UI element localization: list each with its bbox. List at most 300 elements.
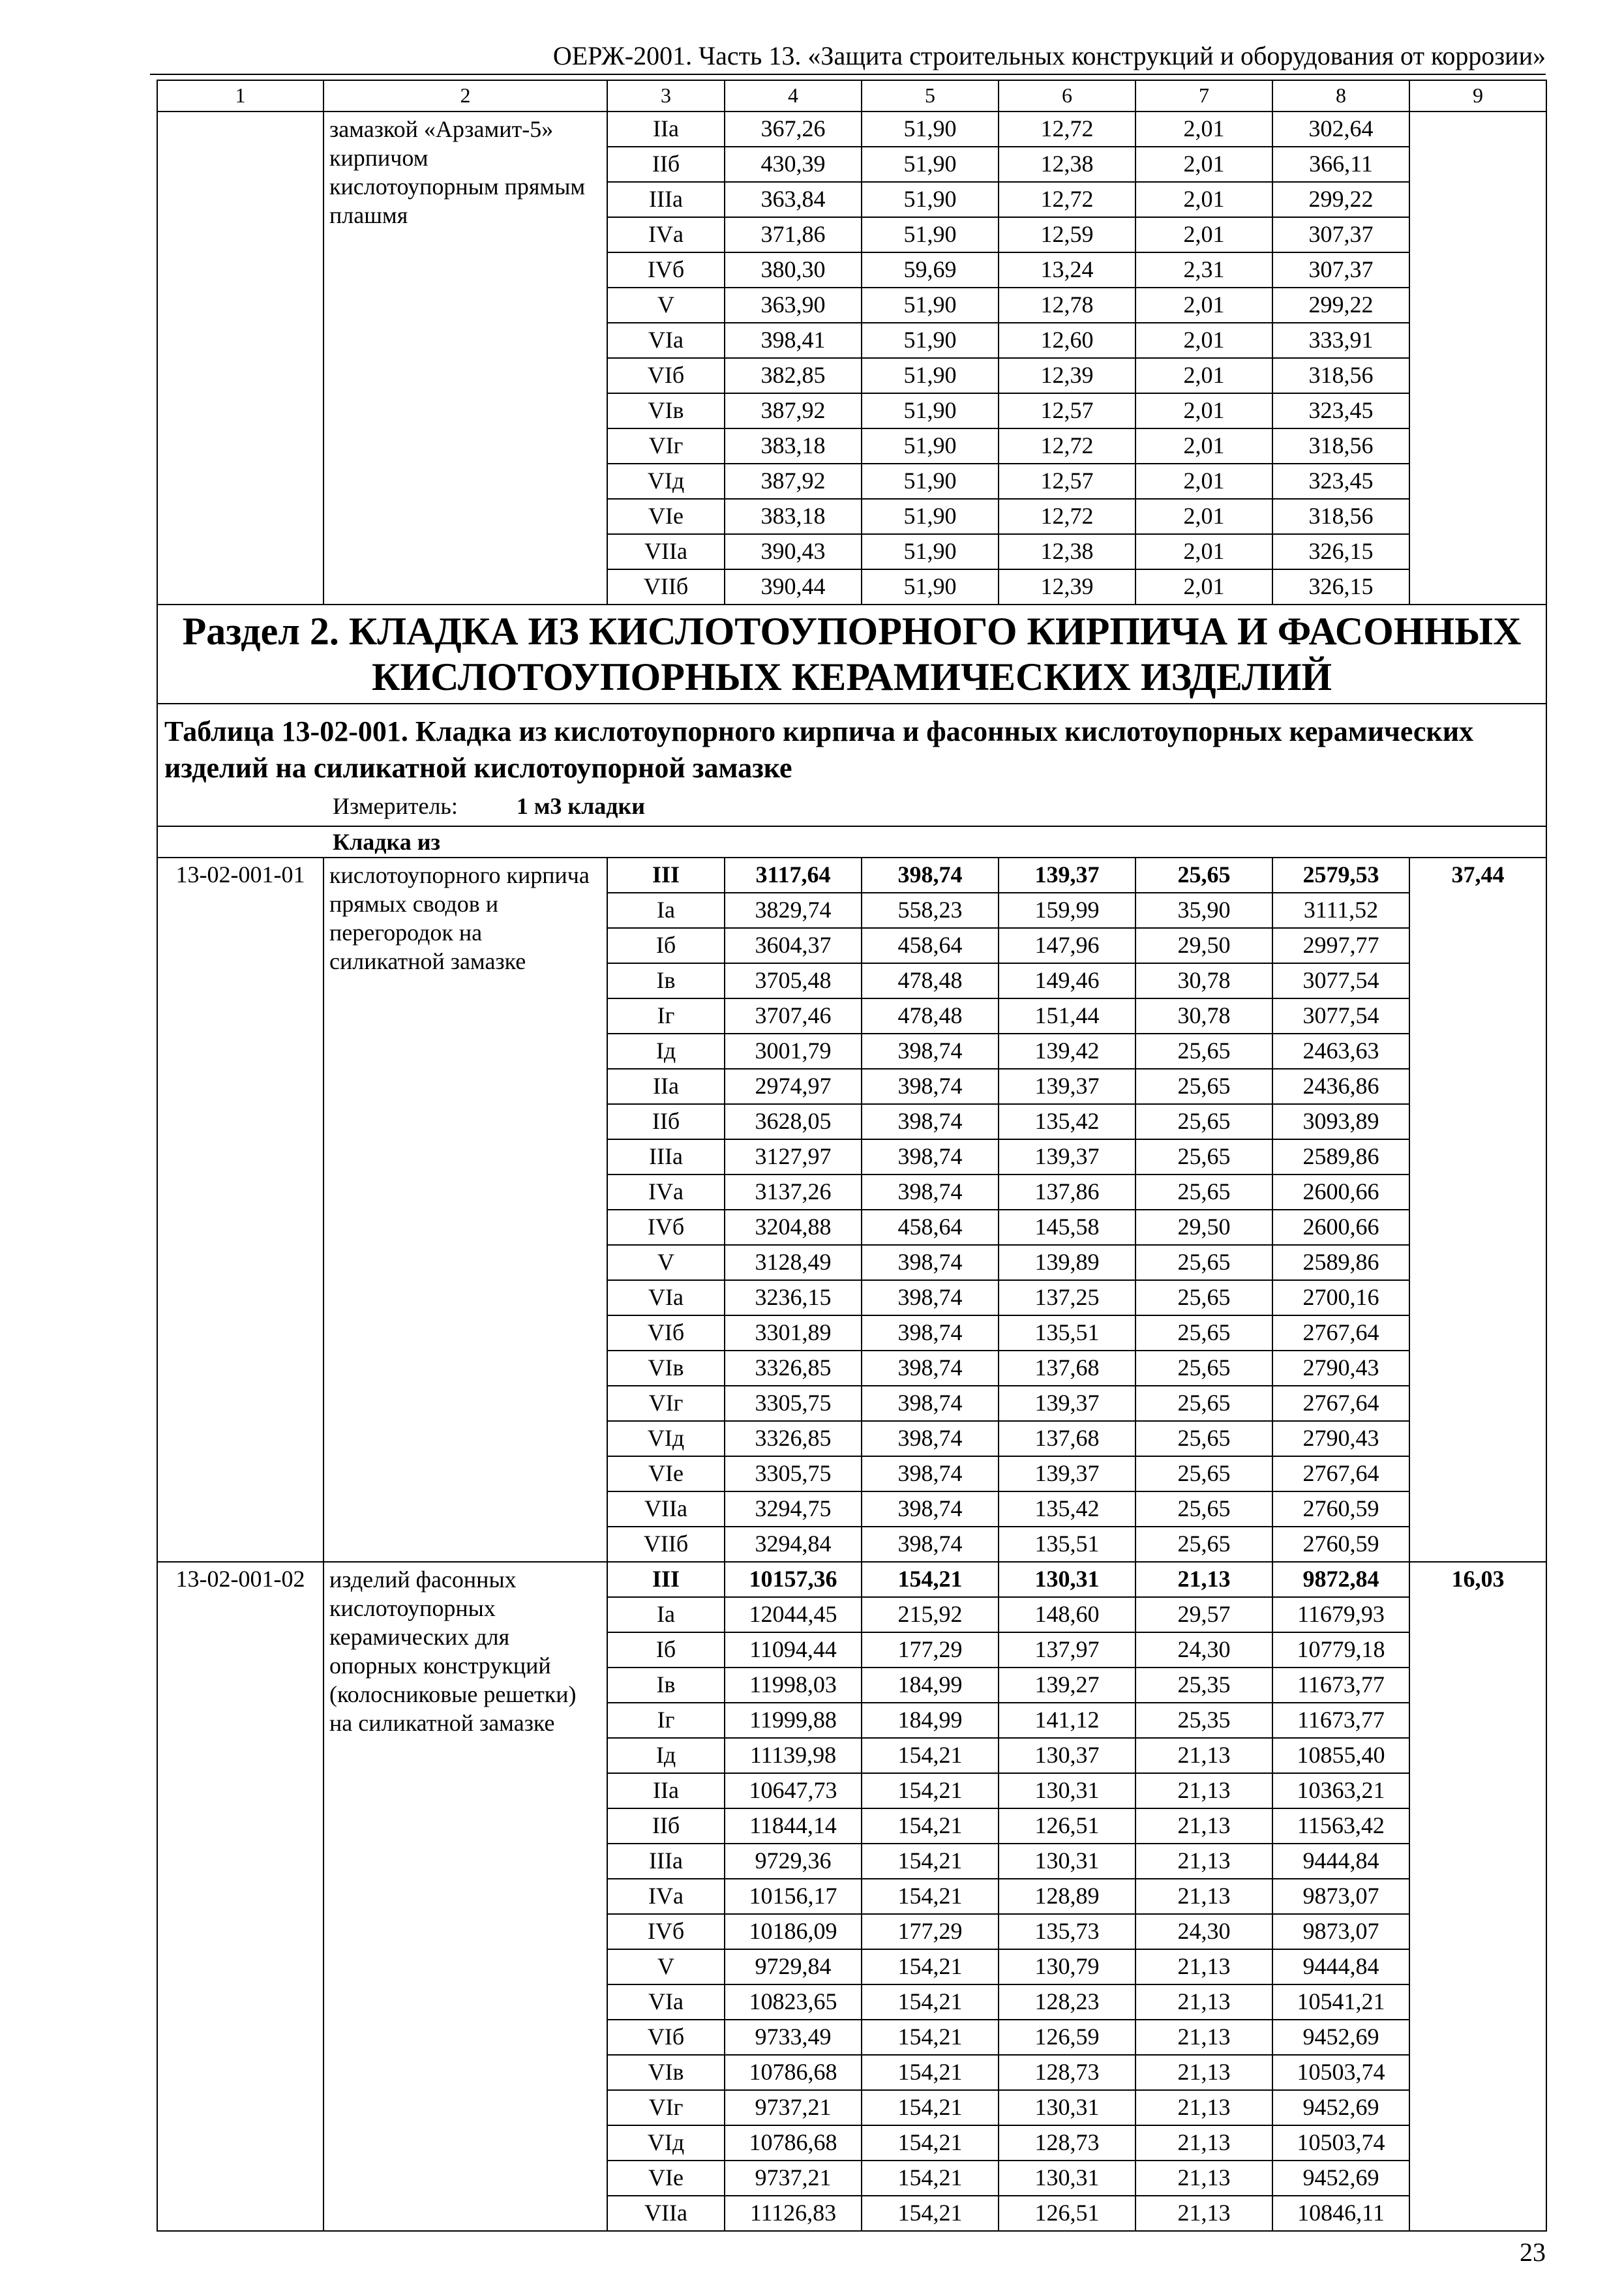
column-number-row — [157, 80, 1546, 112]
value-cell: 2,01 — [1135, 112, 1272, 147]
labor-cost — [1409, 112, 1546, 605]
value-cell: 21,13 — [1135, 1949, 1272, 1984]
value-cell: 3301,89 — [725, 1315, 862, 1351]
value-cell: 154,21 — [862, 2196, 999, 2231]
value-cell: 11673,77 — [1272, 1703, 1409, 1738]
zone-mark: IIIа — [607, 1139, 725, 1174]
value-cell: 10156,17 — [725, 1879, 862, 1914]
value-cell: 3305,75 — [725, 1456, 862, 1491]
value-cell: 3305,75 — [725, 1386, 862, 1421]
zone-mark: IIб — [607, 147, 725, 182]
value-cell: 2436,86 — [1272, 1069, 1409, 1104]
value-cell: 12,38 — [999, 534, 1135, 569]
zone-mark: V — [607, 1245, 725, 1280]
value-cell: 126,51 — [999, 2196, 1135, 2231]
value-cell: 3204,88 — [725, 1210, 862, 1245]
zone-mark: IVа — [607, 217, 725, 252]
value-cell: 390,44 — [725, 569, 862, 605]
value-cell: 21,13 — [1135, 2196, 1272, 2231]
value-cell: 12,72 — [999, 499, 1135, 534]
value-cell: 9873,07 — [1272, 1879, 1409, 1914]
value-cell: 130,31 — [999, 1562, 1135, 1597]
value-cell: 2767,64 — [1272, 1315, 1409, 1351]
value-cell: 3127,97 — [725, 1139, 862, 1174]
value-cell: 371,86 — [725, 217, 862, 252]
section-title: Раздел 2. КЛАДКА ИЗ КИСЛОТОУПОРНОГО КИРПИЧА И ФАСОННЫХ КИСЛОТОУПОРНЫХ КЕРАМИЧЕСКИХ ИЗДЕЛИЙ — [157, 605, 1546, 704]
value-cell: 10186,09 — [725, 1914, 862, 1949]
value-cell: 12,72 — [999, 182, 1135, 217]
rate-code: 13-02-001-01 — [157, 858, 323, 1562]
value-cell: 9737,21 — [725, 2090, 862, 2125]
rates-table — [157, 80, 1547, 2232]
value-cell: 137,25 — [999, 1280, 1135, 1315]
value-cell: 25,65 — [1135, 1456, 1272, 1491]
value-cell: 10855,40 — [1272, 1738, 1409, 1773]
value-cell: 139,37 — [999, 1069, 1135, 1104]
column-number: 8 — [1272, 80, 1409, 112]
value-cell: 12,78 — [999, 288, 1135, 323]
value-cell: 21,13 — [1135, 1984, 1272, 2020]
value-cell: 128,73 — [999, 2055, 1135, 2090]
value-cell: 154,21 — [862, 1773, 999, 1808]
value-cell: 2463,63 — [1272, 1034, 1409, 1069]
column-number: 9 — [1409, 80, 1546, 112]
value-cell: 2600,66 — [1272, 1174, 1409, 1210]
zone-mark: Iб — [607, 1632, 725, 1668]
zone-mark: Iб — [607, 928, 725, 963]
value-cell: 51,90 — [862, 147, 999, 182]
value-cell: 12,72 — [999, 112, 1135, 147]
value-cell: 380,30 — [725, 252, 862, 288]
value-cell: 51,90 — [862, 393, 999, 428]
value-cell: 51,90 — [862, 358, 999, 393]
zone-mark: Iд — [607, 1034, 725, 1069]
value-cell: 25,65 — [1135, 1421, 1272, 1456]
value-cell: 3829,74 — [725, 893, 862, 928]
value-cell: 2760,59 — [1272, 1491, 1409, 1527]
zone-mark: VIIа — [607, 534, 725, 569]
value-cell: 363,84 — [725, 182, 862, 217]
value-cell: 139,42 — [999, 1034, 1135, 1069]
value-cell: 215,92 — [862, 1597, 999, 1632]
zone-mark: IVа — [607, 1174, 725, 1210]
value-cell: 25,65 — [1135, 1527, 1272, 1562]
value-cell: 30,78 — [1135, 998, 1272, 1034]
value-cell: 25,65 — [1135, 1315, 1272, 1351]
zone-mark: VIв — [607, 393, 725, 428]
value-cell: 318,56 — [1272, 428, 1409, 464]
value-cell: 2,01 — [1135, 464, 1272, 499]
zone-mark: IIIа — [607, 1844, 725, 1879]
value-cell: 2,01 — [1135, 428, 1272, 464]
value-cell: 9452,69 — [1272, 2090, 1409, 2125]
value-cell: 13,24 — [999, 252, 1135, 288]
value-cell: 11126,83 — [725, 2196, 862, 2231]
section-heading-body — [157, 605, 1546, 858]
value-cell: 128,23 — [999, 1984, 1135, 2020]
zone-mark: IIIа — [607, 182, 725, 217]
value-cell: 478,48 — [862, 998, 999, 1034]
value-cell: 51,90 — [862, 217, 999, 252]
zone-mark: VIа — [607, 1984, 725, 2020]
zone-mark: VIг — [607, 428, 725, 464]
rate-code — [157, 112, 323, 605]
value-cell: 2767,64 — [1272, 1456, 1409, 1491]
value-cell: 21,13 — [1135, 2020, 1272, 2055]
value-cell: 398,74 — [862, 1315, 999, 1351]
value-cell: 2760,59 — [1272, 1527, 1409, 1562]
value-cell: 10363,21 — [1272, 1773, 1409, 1808]
value-cell: 12,39 — [999, 569, 1135, 605]
value-cell: 135,51 — [999, 1315, 1135, 1351]
value-cell: 12,60 — [999, 323, 1135, 358]
zone-mark: VIб — [607, 358, 725, 393]
value-cell: 21,13 — [1135, 2055, 1272, 2090]
value-cell: 2,01 — [1135, 147, 1272, 182]
value-cell: 154,21 — [862, 2125, 999, 2161]
value-cell: 2,01 — [1135, 534, 1272, 569]
value-cell: 147,96 — [999, 928, 1135, 963]
value-cell: 148,60 — [999, 1597, 1135, 1632]
value-cell: 3326,85 — [725, 1421, 862, 1456]
value-cell: 2589,86 — [1272, 1245, 1409, 1280]
value-cell: 25,65 — [1135, 1280, 1272, 1315]
zone-mark: VIв — [607, 2055, 725, 2090]
value-cell: 10786,68 — [725, 2125, 862, 2161]
value-cell: 2974,97 — [725, 1069, 862, 1104]
zone-mark: VIа — [607, 1280, 725, 1315]
value-cell: 135,42 — [999, 1104, 1135, 1139]
table-title: Таблица 13-02-001. Кладка из кислотоупорного кирпича и фасонных кислотоупорных керамических изделий на силикатной кислотоупорной замазке — [164, 715, 1474, 784]
column-number: 2 — [323, 80, 607, 112]
value-cell: 2600,66 — [1272, 1210, 1409, 1245]
value-cell: 3294,75 — [725, 1491, 862, 1527]
unit-value: 1 м3 кладки — [516, 793, 645, 819]
column-number: 7 — [1135, 80, 1272, 112]
zone-mark: VIд — [607, 464, 725, 499]
value-cell: 398,74 — [862, 1386, 999, 1421]
value-cell: 2,01 — [1135, 323, 1272, 358]
value-cell: 323,45 — [1272, 464, 1409, 499]
value-cell: 9872,84 — [1272, 1562, 1409, 1597]
table-body-02 — [157, 1562, 1546, 2231]
value-cell: 35,90 — [1135, 893, 1272, 928]
value-cell: 11999,88 — [725, 1703, 862, 1738]
value-cell: 11679,93 — [1272, 1597, 1409, 1632]
value-cell: 3604,37 — [725, 928, 862, 963]
value-cell: 11139,98 — [725, 1738, 862, 1773]
zone-mark: IVб — [607, 1914, 725, 1949]
value-cell: 51,90 — [862, 182, 999, 217]
value-cell: 2,01 — [1135, 358, 1272, 393]
value-cell: 307,37 — [1272, 217, 1409, 252]
value-cell: 2,01 — [1135, 288, 1272, 323]
zone-mark: IIб — [607, 1808, 725, 1844]
rate-name: изделий фасонных кислотоупорных керамических для опорных конструкций (колосниковые решетки) на силикатной замазке — [323, 1562, 607, 2231]
zone-mark: VIг — [607, 2090, 725, 2125]
zone-mark: IVб — [607, 1210, 725, 1245]
value-cell: 9733,49 — [725, 2020, 862, 2055]
value-cell: 307,37 — [1272, 252, 1409, 288]
value-cell: 9444,84 — [1272, 1949, 1409, 1984]
value-cell: 382,85 — [725, 358, 862, 393]
value-cell: 154,21 — [862, 2161, 999, 2196]
value-cell: 154,21 — [862, 1879, 999, 1914]
zone-mark: IVа — [607, 1879, 725, 1914]
zone-mark: Iа — [607, 1597, 725, 1632]
zone-mark: V — [607, 288, 725, 323]
value-cell: 3117,64 — [725, 858, 862, 893]
value-cell: 51,90 — [862, 323, 999, 358]
value-cell: 25,35 — [1135, 1703, 1272, 1738]
value-cell: 3077,54 — [1272, 963, 1409, 998]
value-cell: 126,51 — [999, 1808, 1135, 1844]
value-cell: 51,90 — [862, 499, 999, 534]
zone-mark: III — [607, 858, 725, 893]
value-cell: 10503,74 — [1272, 2125, 1409, 2161]
value-cell: 9452,69 — [1272, 2161, 1409, 2196]
zone-mark: VIд — [607, 2125, 725, 2161]
value-cell: 2,01 — [1135, 217, 1272, 252]
zone-mark: IIб — [607, 1104, 725, 1139]
value-cell: 10823,65 — [725, 1984, 862, 2020]
value-cell: 51,90 — [862, 569, 999, 605]
zone-mark: VIд — [607, 1421, 725, 1456]
group-label-row — [157, 826, 1546, 858]
value-cell: 318,56 — [1272, 499, 1409, 534]
value-cell: 21,13 — [1135, 1738, 1272, 1773]
value-cell: 12,72 — [999, 428, 1135, 464]
value-cell: 21,13 — [1135, 1773, 1272, 1808]
value-cell: 21,13 — [1135, 2125, 1272, 2161]
value-cell: 21,13 — [1135, 1808, 1272, 1844]
value-cell: 137,68 — [999, 1351, 1135, 1386]
value-cell: 363,90 — [725, 288, 862, 323]
value-cell: 177,29 — [862, 1632, 999, 1668]
zone-mark: Iа — [607, 893, 725, 928]
value-cell: 3128,49 — [725, 1245, 862, 1280]
value-cell: 135,51 — [999, 1527, 1135, 1562]
value-cell: 21,13 — [1135, 2090, 1272, 2125]
value-cell: 151,44 — [999, 998, 1135, 1034]
section-heading-row — [157, 605, 1546, 704]
value-cell: 11844,14 — [725, 1808, 862, 1844]
table-body-01 — [157, 858, 1546, 1562]
value-cell: 2,31 — [1135, 252, 1272, 288]
value-cell: 51,90 — [862, 464, 999, 499]
zone-mark: IVб — [607, 252, 725, 288]
value-cell: 137,97 — [999, 1632, 1135, 1668]
value-cell: 25,65 — [1135, 1174, 1272, 1210]
value-cell: 2,01 — [1135, 393, 1272, 428]
value-cell: 10786,68 — [725, 2055, 862, 2090]
value-cell: 130,79 — [999, 1949, 1135, 1984]
value-cell: 21,13 — [1135, 1562, 1272, 1597]
value-cell: 145,58 — [999, 1210, 1135, 1245]
value-cell: 398,74 — [862, 1104, 999, 1139]
zone-mark: VIг — [607, 1386, 725, 1421]
value-cell: 430,39 — [725, 147, 862, 182]
value-cell: 12,39 — [999, 358, 1135, 393]
value-cell: 139,37 — [999, 1456, 1135, 1491]
value-cell: 2589,86 — [1272, 1139, 1409, 1174]
value-cell: 302,64 — [1272, 112, 1409, 147]
value-cell: 126,59 — [999, 2020, 1135, 2055]
value-cell: 29,57 — [1135, 1597, 1272, 1632]
value-cell: 139,37 — [999, 1386, 1135, 1421]
value-cell: 51,90 — [862, 428, 999, 464]
page-number: 23 — [1520, 2237, 1546, 2267]
value-cell: 154,21 — [862, 1844, 999, 1879]
value-cell: 398,74 — [862, 1245, 999, 1280]
value-cell: 29,50 — [1135, 928, 1272, 963]
value-cell: 154,21 — [862, 1984, 999, 2020]
value-cell: 184,99 — [862, 1668, 999, 1703]
value-cell: 398,74 — [862, 858, 999, 893]
value-cell: 458,64 — [862, 928, 999, 963]
value-cell: 2790,43 — [1272, 1421, 1409, 1456]
value-cell: 130,31 — [999, 2161, 1135, 2196]
value-cell: 367,26 — [725, 112, 862, 147]
rate-name: кислотоупорного кирпича прямых сводов и перегородок на силикатной замазке — [323, 858, 607, 1562]
value-cell: 326,15 — [1272, 569, 1409, 605]
value-cell: 51,90 — [862, 112, 999, 147]
zone-mark: VIе — [607, 499, 725, 534]
value-cell: 387,92 — [725, 464, 862, 499]
value-cell: 3001,79 — [725, 1034, 862, 1069]
zone-mark: Iг — [607, 998, 725, 1034]
value-cell: 478,48 — [862, 963, 999, 998]
value-cell: 9873,07 — [1272, 1914, 1409, 1949]
value-cell: 398,74 — [862, 1456, 999, 1491]
value-cell: 9729,84 — [725, 1949, 862, 1984]
table-title-cell — [157, 704, 1546, 826]
zone-mark: Iв — [607, 1668, 725, 1703]
value-cell: 130,31 — [999, 2090, 1135, 2125]
zone-mark: VIIа — [607, 1491, 725, 1527]
value-cell: 10846,11 — [1272, 2196, 1409, 2231]
value-cell: 51,90 — [862, 534, 999, 569]
value-cell: 3093,89 — [1272, 1104, 1409, 1139]
value-cell: 12,57 — [999, 464, 1135, 499]
zone-mark: VIIб — [607, 569, 725, 605]
table-row — [157, 112, 1546, 147]
value-cell: 9452,69 — [1272, 2020, 1409, 2055]
value-cell: 154,21 — [862, 2090, 999, 2125]
value-cell: 2790,43 — [1272, 1351, 1409, 1386]
value-cell: 3707,46 — [725, 998, 862, 1034]
column-number: 1 — [157, 80, 323, 112]
value-cell: 141,12 — [999, 1703, 1135, 1738]
zone-mark: V — [607, 1949, 725, 1984]
zone-mark: VIе — [607, 2161, 725, 2196]
value-cell: 398,74 — [862, 1527, 999, 1562]
value-cell: 9444,84 — [1272, 1844, 1409, 1879]
value-cell: 135,73 — [999, 1914, 1135, 1949]
value-cell: 398,41 — [725, 323, 862, 358]
value-cell: 154,21 — [862, 1562, 999, 1597]
value-cell: 3077,54 — [1272, 998, 1409, 1034]
value-cell: 25,65 — [1135, 1386, 1272, 1421]
value-cell: 9729,36 — [725, 1844, 862, 1879]
value-cell: 21,13 — [1135, 2161, 1272, 2196]
zone-mark: III — [607, 1562, 725, 1597]
value-cell: 558,23 — [862, 893, 999, 928]
value-cell: 24,30 — [1135, 1914, 1272, 1949]
value-cell: 458,64 — [862, 1210, 999, 1245]
value-cell: 177,29 — [862, 1914, 999, 1949]
value-cell: 2,01 — [1135, 499, 1272, 534]
value-cell: 299,22 — [1272, 182, 1409, 217]
value-cell: 29,50 — [1135, 1210, 1272, 1245]
value-cell: 12,57 — [999, 393, 1135, 428]
value-cell: 10503,74 — [1272, 2055, 1409, 2090]
value-cell: 21,13 — [1135, 1844, 1272, 1879]
zone-mark: VIв — [607, 1351, 725, 1386]
value-cell: 390,43 — [725, 534, 862, 569]
zone-mark: IIа — [607, 112, 725, 147]
value-cell: 51,90 — [862, 288, 999, 323]
value-cell: 2579,53 — [1272, 858, 1409, 893]
value-cell: 10157,36 — [725, 1562, 862, 1597]
value-cell: 11673,77 — [1272, 1668, 1409, 1703]
value-cell: 2767,64 — [1272, 1386, 1409, 1421]
value-cell: 25,65 — [1135, 1491, 1272, 1527]
zone-mark: IIа — [607, 1069, 725, 1104]
zone-mark: VIIа — [607, 2196, 725, 2231]
zone-mark: VIб — [607, 2020, 725, 2055]
value-cell: 11094,44 — [725, 1632, 862, 1668]
group-label: Кладка из — [157, 826, 1546, 858]
value-cell: 326,15 — [1272, 534, 1409, 569]
value-cell: 25,65 — [1135, 1245, 1272, 1280]
value-cell: 137,68 — [999, 1421, 1135, 1456]
value-cell: 366,11 — [1272, 147, 1409, 182]
table-row — [157, 858, 1546, 893]
rate-code: 13-02-001-02 — [157, 1562, 323, 2231]
value-cell: 30,78 — [1135, 963, 1272, 998]
value-cell: 10647,73 — [725, 1773, 862, 1808]
value-cell: 398,74 — [862, 1069, 999, 1104]
value-cell: 128,73 — [999, 2125, 1135, 2161]
header-rule — [150, 74, 1546, 75]
zone-mark: Iв — [607, 963, 725, 998]
value-cell: 10541,21 — [1272, 1984, 1409, 2020]
value-cell: 398,74 — [862, 1139, 999, 1174]
zone-mark: VIа — [607, 323, 725, 358]
value-cell: 387,92 — [725, 393, 862, 428]
value-cell: 3628,05 — [725, 1104, 862, 1139]
value-cell: 383,18 — [725, 428, 862, 464]
table-title-row — [157, 704, 1546, 826]
column-number: 5 — [862, 80, 999, 112]
value-cell: 25,65 — [1135, 1034, 1272, 1069]
value-cell: 184,99 — [862, 1703, 999, 1738]
value-cell: 139,37 — [999, 858, 1135, 893]
value-cell: 318,56 — [1272, 358, 1409, 393]
value-cell: 2700,16 — [1272, 1280, 1409, 1315]
zone-mark: Iг — [607, 1703, 725, 1738]
value-cell: 383,18 — [725, 499, 862, 534]
value-cell: 333,91 — [1272, 323, 1409, 358]
value-cell: 3705,48 — [725, 963, 862, 998]
value-cell: 3294,84 — [725, 1527, 862, 1562]
value-cell: 12,38 — [999, 147, 1135, 182]
value-cell: 2997,77 — [1272, 928, 1409, 963]
value-cell: 139,89 — [999, 1245, 1135, 1280]
value-cell: 398,74 — [862, 1491, 999, 1527]
value-cell: 149,46 — [999, 963, 1135, 998]
